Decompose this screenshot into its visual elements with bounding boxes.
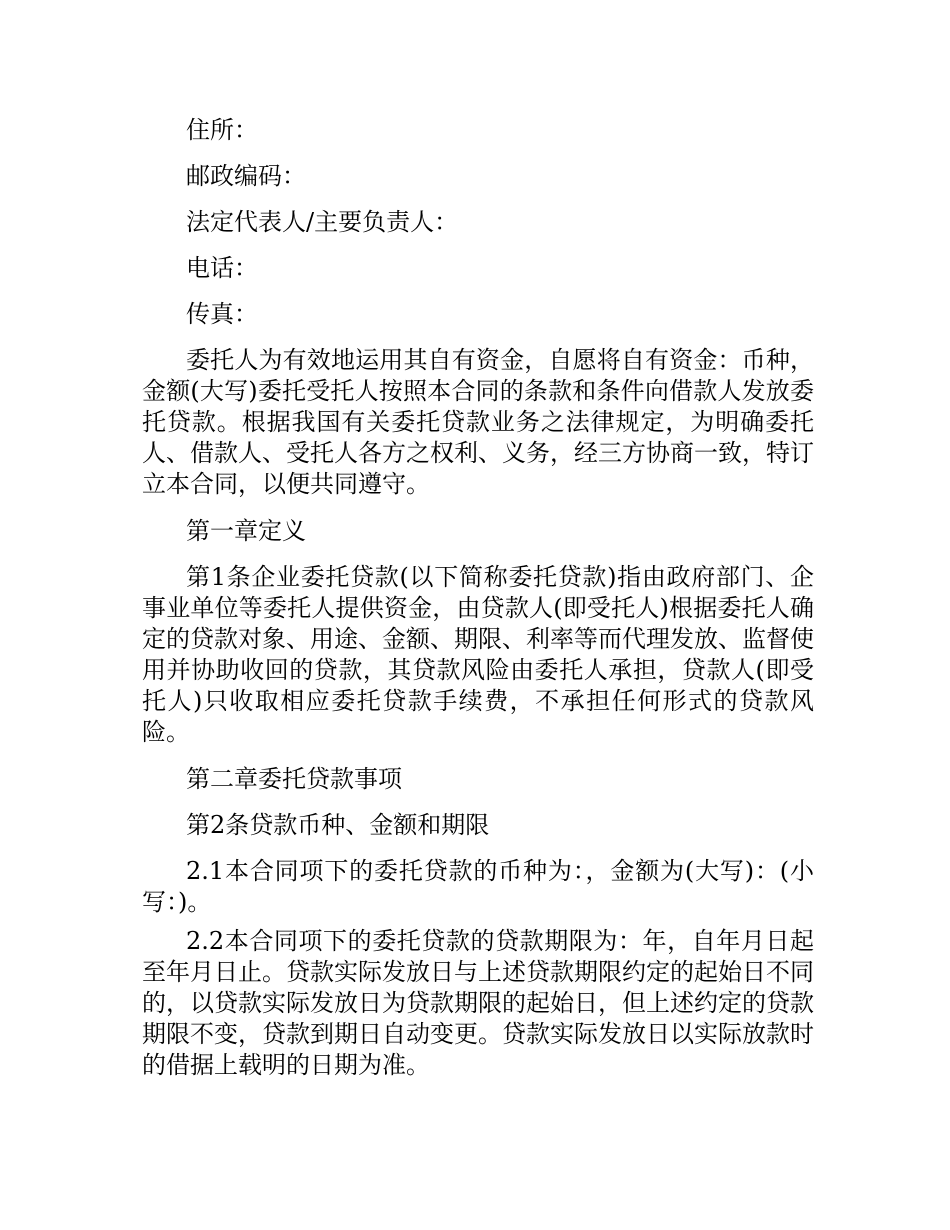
clause-2-2-paragraph: 2.2本合同项下的委托贷款的贷款期限为：年，自年月日起至年月日止。贷款实际发放日与上述贷款期限约定的起始日不同的，以贷款实际发放日为贷款期限的起始日，但上述约定的贷款期限不变，贷款到期日自动变更。贷款实际发放日以实际放款时的借据上载明的日期为准。 (142, 927, 814, 1079)
clause-2-1-paragraph: 2.1本合同项下的委托贷款的币种为：，金额为(大写)：(小写：)。 (142, 857, 814, 916)
chapter-2-title: 第二章委托贷款事项 (186, 765, 402, 793)
intro-paragraph: 委托人为有效地运用其自有资金，自愿将自有资金：币种，金额(大写)委托受托人按照本合同的条款和条件向借款人发放委托贷款。根据我国有关委托贷款业务之法律规定，为明确委托人、借款人、受托人各方之权利、义务，经三方协商一致，特订立本合同，以便共同遵守。 (142, 346, 814, 498)
field-address: 住所： (186, 116, 258, 144)
article-1-paragraph: 第1条企业委托贷款(以下简称委托贷款)指由政府部门、企事业单位等委托人提供资金，由贷款人(即受托人)根据委托人确定的贷款对象、用途、金额、期限、利率等而代理发放、监督使用并协助收回的贷款，其贷款风险由委托人承担，贷款人(即受托人)只收取相应委托贷款手续费，不承担任何形式的贷款风险。 (142, 563, 814, 746)
chapter-1-title: 第一章定义 (186, 517, 306, 545)
field-fax: 传真： (186, 300, 258, 328)
field-legal-representative: 法定代表人/主要负责人： (186, 208, 459, 236)
document-page (142, 107, 814, 1089)
article-2-title: 第2条贷款币种、金额和期限 (186, 811, 490, 839)
field-phone: 电话： (186, 254, 258, 282)
field-postcode: 邮政编码： (186, 162, 306, 190)
